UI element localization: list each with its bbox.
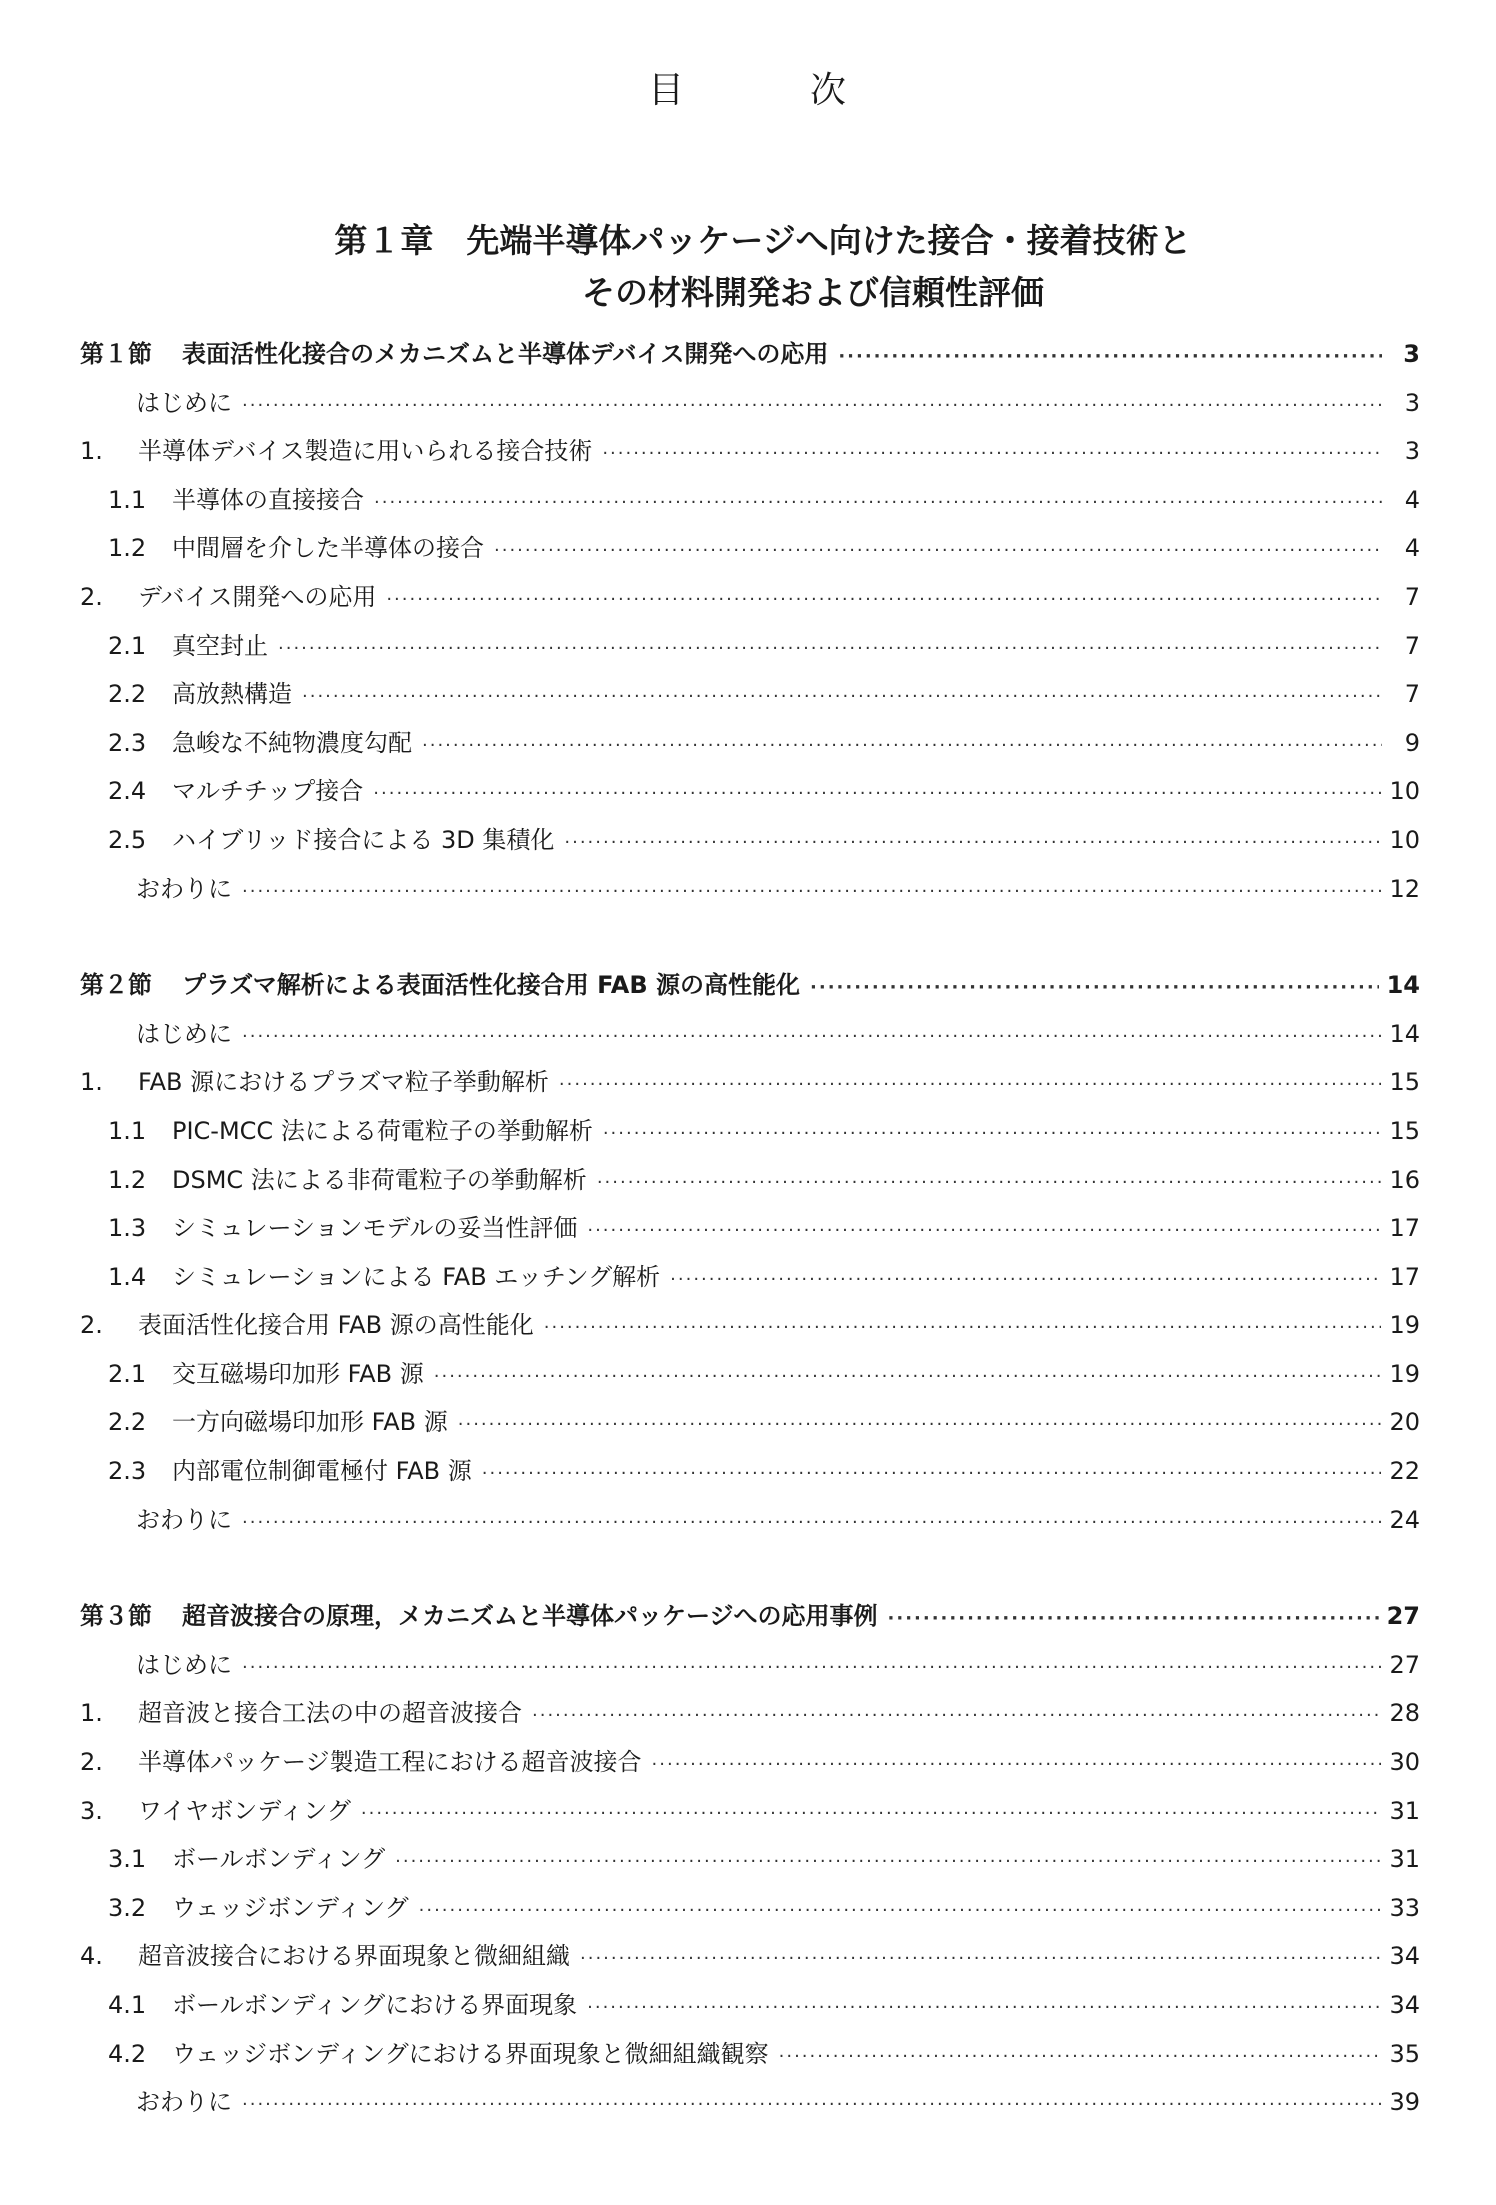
entry-title: はじめに: [136, 1650, 232, 1679]
entry-number: 2.3: [108, 728, 147, 757]
toc-entry-subsubsection[interactable]: [80, 524, 1420, 573]
entry-title: プラズマ解析による表面活性化接合用 FAB 源の高性能化: [182, 971, 801, 1000]
toc-entry-subsection[interactable]: [80, 1738, 1420, 1787]
dot-leader: [564, 819, 1381, 868]
entry-title: ハイブリッド接合による 3D 集積化: [172, 825, 555, 854]
entry-number: 3.: [80, 1796, 103, 1825]
entry-title: シミュレーションモデルの妥当性評価: [172, 1214, 578, 1243]
entry-number: 3.1: [108, 1845, 147, 1874]
entry-number: 1.2: [108, 1165, 147, 1194]
dot-leader: [482, 1450, 1382, 1499]
toc-entry-intro[interactable]: [80, 865, 1420, 914]
chapter-title-line-2: その材料開発および信頼性評価: [582, 273, 1044, 312]
toc-entry-subsubsection[interactable]: [80, 816, 1420, 865]
entry-page-number: 19: [1389, 1311, 1420, 1340]
entry-title: ウェッジボンディング: [172, 1893, 409, 1922]
entry-number: 2.4: [108, 777, 147, 806]
dot-leader: [587, 1984, 1381, 2033]
entry-title: 真空封止: [172, 631, 268, 660]
entry-page-number: 7: [1404, 631, 1420, 660]
entry-number: 4.2: [108, 2039, 147, 2068]
entry-page-number: 3: [1404, 437, 1420, 466]
entry-number: 2.2: [108, 1408, 147, 1437]
entry-title: 表面活性化接合のメカニズムと半導体デバイス開発への応用: [182, 340, 829, 368]
entry-page-number: 31: [1389, 1796, 1420, 1825]
entry-title: 半導体の直接接合: [172, 485, 364, 514]
dot-leader: [888, 1595, 1379, 1644]
toc-entry-subsubsection[interactable]: [80, 1156, 1420, 1205]
toc-entry-subsection[interactable]: [80, 427, 1420, 476]
entry-number: 2.3: [108, 1457, 147, 1486]
entry-page-number: 17: [1389, 1262, 1420, 1291]
entry-page-number: 30: [1389, 1748, 1420, 1777]
entry-page-number: 39: [1389, 2088, 1420, 2117]
toc-entry-subsubsection[interactable]: [80, 1204, 1420, 1253]
toc-entry-subsubsection[interactable]: [80, 1884, 1420, 1933]
toc-entry-subsection[interactable]: [80, 573, 1420, 622]
toc-entry-subsubsection[interactable]: [80, 622, 1420, 671]
entry-title: 超音波接合における界面現象と微細組織: [138, 1942, 570, 1971]
dot-leader: [422, 722, 1382, 771]
entry-page-number: 15: [1389, 1068, 1420, 1097]
entry-page-number: 14: [1389, 1019, 1420, 1048]
entry-title: 高放熱構造: [172, 680, 292, 709]
entry-page-number: 22: [1389, 1457, 1420, 1486]
entry-page-number: 31: [1389, 1845, 1420, 1874]
entry-title: 急峻な不純物濃度勾配: [172, 728, 412, 757]
toc-entry-subsection[interactable]: [80, 1058, 1420, 1107]
entry-title: 交互磁場印加形 FAB 源: [172, 1359, 424, 1388]
dot-leader: [374, 479, 1382, 528]
entry-page-number: 33: [1389, 1893, 1420, 1922]
entry-page-number: 17: [1389, 1214, 1420, 1243]
entry-number: 4.1: [108, 1991, 147, 2019]
entry-page-number: 10: [1389, 777, 1420, 806]
toc-entry-intro[interactable]: [80, 1010, 1420, 1059]
entry-title: DSMC 法による非荷電粒子の挙動解析: [172, 1165, 587, 1194]
dot-leader: [242, 1499, 1381, 1548]
entry-page-number: 19: [1389, 1359, 1420, 1388]
entry-title: 中間層を介した半導体の接合: [172, 534, 484, 563]
entry-page-number: 34: [1389, 1991, 1420, 2019]
entry-number: 2.: [80, 582, 103, 611]
entry-title: 半導体パッケージ製造工程における超音波接合: [138, 1748, 642, 1777]
entry-title: おわりに: [136, 1505, 232, 1534]
entry-title: おわりに: [136, 874, 232, 903]
entry-page-number: 7: [1404, 582, 1420, 611]
dot-leader: [652, 1741, 1382, 1790]
entry-number: 第３節: [80, 1602, 152, 1631]
toc-heading-char-2: 次: [810, 70, 847, 111]
entry-number: 1.: [80, 1068, 103, 1097]
dot-leader: [242, 2081, 1381, 2130]
toc-entry-subsubsection[interactable]: [80, 1107, 1420, 1156]
entry-page-number: 24: [1389, 1505, 1420, 1534]
dot-leader: [242, 1644, 1381, 1693]
toc-entry-subsubsection[interactable]: [80, 1835, 1420, 1884]
entry-number: 1.1: [108, 1116, 147, 1145]
entry-title: ボールボンディングにおける界面現象: [172, 1991, 578, 2019]
toc-list: [80, 330, 1420, 2127]
entry-page-number: 34: [1389, 1942, 1420, 1971]
dot-leader: [602, 430, 1382, 479]
entry-number: 2.5: [108, 825, 147, 854]
toc-entry-intro[interactable]: [80, 1641, 1420, 1690]
entry-title: 表面活性化接合用 FAB 源の高性能化: [138, 1311, 534, 1340]
dot-leader: [544, 1304, 1382, 1353]
dot-leader: [302, 673, 1382, 722]
entry-page-number: 14: [1386, 971, 1420, 1000]
entry-number: 1.1: [108, 485, 147, 514]
entry-number: 1.: [80, 1699, 103, 1728]
toc-section-heading[interactable]: [80, 961, 1420, 1010]
entry-title: 内部電位制御電極付 FAB 源: [172, 1457, 472, 1486]
toc-entry-subsubsection[interactable]: [80, 1981, 1420, 2030]
dot-leader: [242, 868, 1381, 917]
dot-leader: [559, 1061, 1382, 1110]
toc-entry-subsubsection[interactable]: [80, 719, 1420, 768]
entry-title: マルチチップ接合: [172, 777, 364, 806]
dot-leader: [395, 1838, 1381, 1887]
entry-page-number: 3: [1404, 388, 1420, 417]
entry-number: 第２節: [80, 971, 152, 1000]
entry-number: 1.4: [108, 1262, 147, 1291]
dot-leader: [603, 1110, 1382, 1159]
entry-number: 2.1: [108, 1359, 147, 1388]
entry-title: ワイヤボンディング: [138, 1796, 351, 1825]
entry-page-number: 20: [1389, 1408, 1420, 1437]
entry-title: ウェッジボンディングにおける界面現象と微細組織観察: [172, 2039, 769, 2068]
entry-title: はじめに: [136, 388, 232, 417]
entry-page-number: 7: [1404, 680, 1420, 709]
entry-title: 半導体デバイス製造に用いられる接合技術: [138, 437, 593, 466]
toc-entry-subsubsection[interactable]: [80, 2030, 1420, 2079]
toc-entry-subsubsection[interactable]: [80, 1350, 1420, 1399]
entry-number: 2.2: [108, 680, 147, 709]
toc-entry-intro[interactable]: [80, 1496, 1420, 1545]
toc-entry-subsubsection[interactable]: [80, 1398, 1420, 1447]
toc-section-heading[interactable]: [80, 330, 1420, 379]
entry-title: PIC-MCC 法による荷電粒子の挙動解析: [172, 1116, 593, 1145]
entry-number: 2.1: [108, 631, 147, 660]
entry-number: 2.: [80, 1748, 103, 1777]
dot-leader: [386, 576, 1382, 625]
entry-number: 2.: [80, 1311, 103, 1340]
toc-entry-subsubsection[interactable]: [80, 767, 1420, 816]
entry-number: 1.2: [108, 534, 147, 563]
dot-leader: [242, 1013, 1381, 1062]
toc-entry-subsection[interactable]: [80, 1932, 1420, 1981]
dot-leader: [434, 1353, 1382, 1402]
toc-heading-char-1: 目: [648, 70, 685, 111]
entry-title: 超音波と接合工法の中の超音波接合: [138, 1699, 522, 1728]
entry-page-number: 4: [1404, 534, 1420, 563]
dot-leader: [779, 2033, 1382, 2082]
dot-leader: [419, 1887, 1382, 1936]
entry-title: 一方向磁場印加形 FAB 源: [172, 1408, 448, 1437]
dot-leader: [458, 1401, 1382, 1450]
entry-page-number: 12: [1389, 874, 1420, 903]
entry-page-number: 28: [1389, 1699, 1420, 1728]
entry-page-number: 16: [1389, 1165, 1420, 1194]
entry-title: おわりに: [136, 2088, 232, 2117]
entry-number: 第１節: [80, 340, 152, 368]
dot-leader: [532, 1692, 1381, 1741]
entry-number: 1.3: [108, 1214, 147, 1243]
toc-entry-subsubsection[interactable]: [80, 1447, 1420, 1496]
entry-number: 4.: [80, 1942, 103, 1971]
entry-page-number: 15: [1389, 1116, 1420, 1145]
entry-number: 3.2: [108, 1893, 147, 1922]
entry-page-number: 35: [1389, 2039, 1420, 2068]
dot-leader: [242, 382, 1382, 431]
entry-number: 1.: [80, 437, 103, 466]
toc-entry-subsubsection[interactable]: [80, 1253, 1420, 1302]
entry-title: 超音波接合の原理，メカニズムと半導体パッケージへの応用事例: [182, 1602, 878, 1631]
toc-entry-subsection[interactable]: [80, 1689, 1420, 1738]
entry-title: デバイス開発への応用: [138, 582, 377, 611]
dot-leader: [597, 1159, 1382, 1208]
dot-leader: [587, 1207, 1381, 1256]
entry-page-number: 4: [1404, 485, 1420, 514]
dot-leader: [670, 1256, 1381, 1305]
toc-entry-subsection[interactable]: [80, 1301, 1420, 1350]
entry-title: FAB 源におけるプラズマ粒子挙動解析: [138, 1068, 549, 1097]
dot-leader: [373, 770, 1381, 819]
dot-leader: [361, 1790, 1382, 1839]
entry-title: シミュレーションによる FAB エッチング解析: [172, 1262, 661, 1291]
toc-entry-subsubsection[interactable]: [80, 670, 1420, 719]
entry-title: ボールボンディング: [172, 1845, 386, 1874]
toc-entry-intro[interactable]: [80, 379, 1420, 428]
chapter-title-line-1: 第１章 先端半導体パッケージへ向けた接合・接着技術と: [334, 221, 1192, 260]
entry-page-number: 27: [1386, 1602, 1420, 1631]
entry-title: はじめに: [136, 1019, 232, 1048]
toc-heading: [0, 62, 1496, 122]
dot-leader: [278, 625, 1382, 674]
section-gap: [80, 913, 1420, 961]
chapter-title: [0, 215, 1496, 319]
entry-page-number: 3: [1403, 340, 1420, 368]
section-gap: [80, 1544, 1420, 1592]
dot-leader: [838, 333, 1382, 382]
entry-page-number: 27: [1389, 1650, 1420, 1679]
toc-entry-subsection[interactable]: [80, 1787, 1420, 1836]
dot-leader: [810, 964, 1379, 1013]
toc-entry-subsubsection[interactable]: [80, 476, 1420, 525]
entry-page-number: 10: [1389, 825, 1420, 854]
toc-section-heading[interactable]: [80, 1592, 1420, 1641]
dot-leader: [494, 527, 1382, 576]
dot-leader: [580, 1935, 1381, 1984]
entry-page-number: 9: [1404, 728, 1420, 757]
toc-entry-intro[interactable]: [80, 2078, 1420, 2127]
